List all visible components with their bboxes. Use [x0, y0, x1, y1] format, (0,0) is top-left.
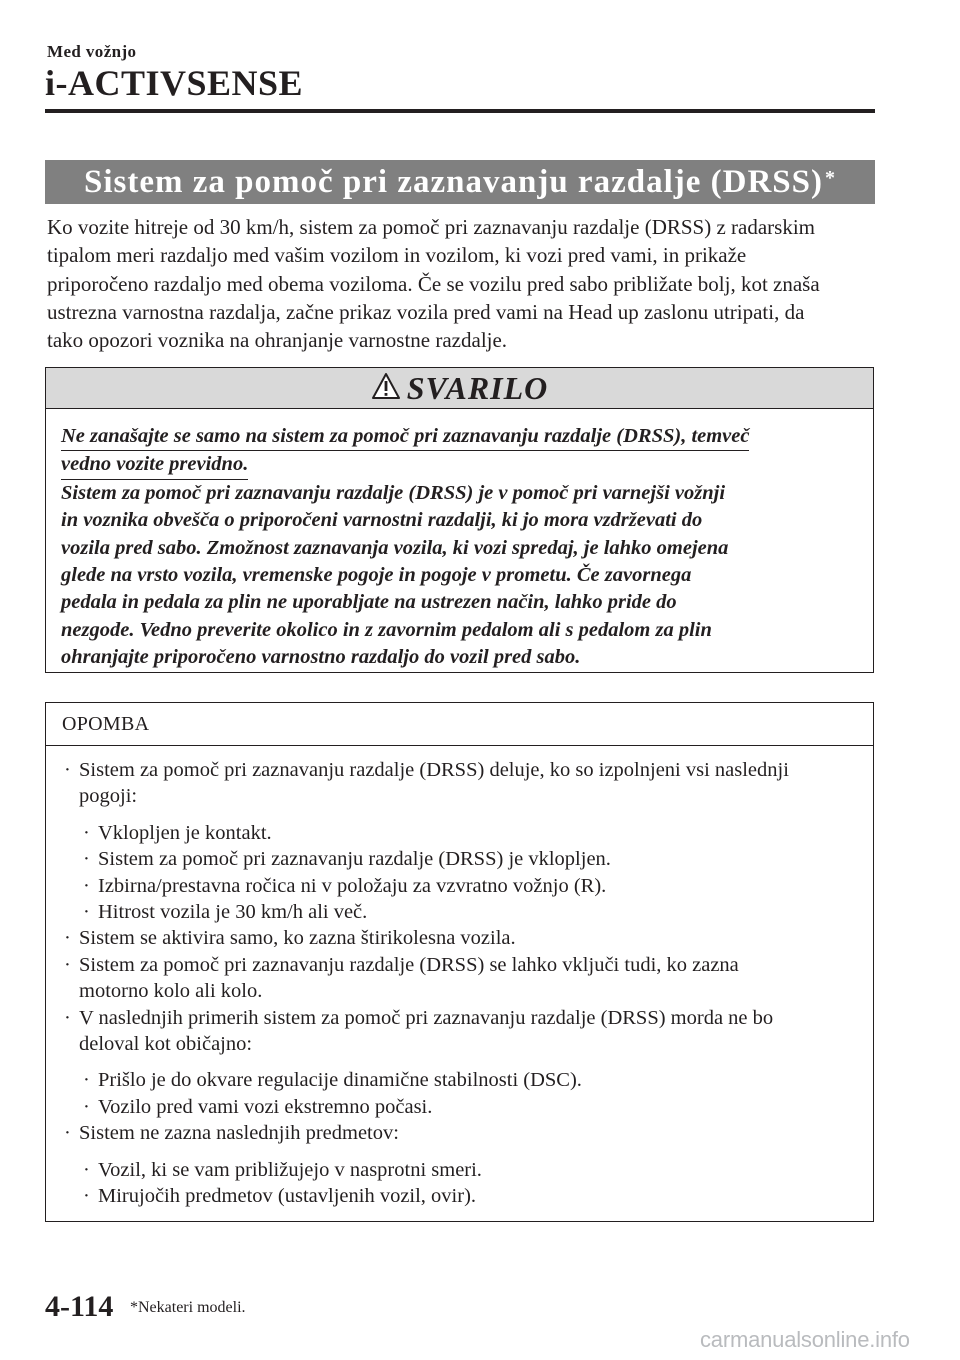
note-item [46, 952, 875, 1005]
warning-header [46, 368, 873, 409]
note-subitem [46, 1067, 875, 1093]
note-subitem [46, 1094, 875, 1120]
bullet-icon: · [83, 1095, 90, 1118]
note-item-line: Sistem za pomoč pri zaznavanju razdalje (DRSS) se lahko vključi tudi, ko zazna [79, 953, 739, 976]
note-subitem [46, 1183, 875, 1209]
note-title: OPOMBA [46, 703, 873, 746]
warning-line: glede na vrsto vozila, vremenske pogoje in pogoje v prometu. Če zavornega [61, 564, 692, 587]
note-item [46, 1120, 875, 1146]
note-item-line: Vklopljen je kontakt. [98, 821, 272, 844]
note-item [46, 1005, 875, 1058]
header-divider [45, 109, 875, 113]
note-item [46, 757, 875, 810]
note-item-line: motorno kolo ali kolo. [79, 980, 263, 1003]
warning-line: Sistem za pomoč pri zaznavanju razdalje (DRSS) je v pomoč pri varnejši vožnji [61, 481, 726, 504]
bullet-icon: · [64, 1122, 71, 1145]
note-item-line: Izbirna/prestavna ročica ni v položaju za vzvratno vožnjo (R). [98, 874, 607, 897]
bullet-icon: · [64, 1006, 71, 1029]
bullet-icon: · [64, 953, 71, 976]
intro-line: tipalom meri razdaljo med vašim vozilom in vozilom, ki vozi pred vami, in prikaže [47, 243, 747, 268]
bullet-icon: · [83, 1069, 90, 1092]
note-subitem [46, 846, 875, 872]
note-item-line: Vozil, ki se vam približujejo v nasprotni smeri. [98, 1158, 482, 1181]
footnote: *Nekateri modeli. [130, 1299, 246, 1316]
note-box [45, 702, 874, 1222]
warning-line: vozila pred sabo. Zmožnost zaznavanja vozila, ki vozi spredaj, je lahko omejena [61, 536, 729, 559]
optional-mark: * [824, 166, 836, 189]
note-item-line: Hitrost vozila je 30 km/h ali več. [98, 901, 368, 924]
note-list [46, 757, 875, 1210]
watermark: carmanualsonline.info [700, 1327, 910, 1352]
bullet-icon: · [83, 874, 90, 897]
note-subitem [46, 899, 875, 925]
note-item-line: Sistem se aktivira samo, ko zazna štirikolesna vozila. [79, 927, 516, 950]
warning-line: vedno vozite previdno. [61, 451, 861, 479]
warning-line: nezgode. Vedno preverite okolico in z zavornim pedalom ali s pedalom za plin [61, 618, 712, 641]
note-subitem [46, 1157, 875, 1183]
warning-box [45, 367, 874, 673]
warning-line: pedala in pedala za plin ne uporabljate na ustrezen način, lahko pride do [61, 591, 677, 614]
note-item-line: V naslednjih primerih sistem za pomoč pri zaznavanju razdalje (DRSS) morda ne bo [79, 1006, 774, 1029]
page-number: 4-114 [45, 1290, 114, 1323]
warning-title: SVARILO [406, 369, 549, 406]
chapter-title: i-ACTIVSENSE [45, 63, 304, 103]
warning-line: ohranjajte priporočeno varnostno razdaljo do vozil pred sabo. [61, 646, 581, 669]
note-subitem [46, 873, 875, 899]
bullet-icon: · [83, 901, 90, 924]
warning-triangle-icon [371, 372, 401, 405]
note-item-line: Mirujočih predmetov (ustavljenih vozil, ovir). [98, 1185, 477, 1208]
intro-line: Ko vozite hitreje od 30 km/h, sistem za pomoč pri zaznavanju razdalje (DRSS) z radarskim [47, 215, 816, 239]
note-item-line: pogoji: [79, 785, 138, 808]
note-subitem [46, 820, 875, 846]
note-item-line: Sistem za pomoč pri zaznavanju razdalje (DRSS) deluje, ko so izpolnjeni vsi naslednji [79, 759, 789, 781]
note-item-line: Vozilo pred vami vozi ekstremno počasi. [98, 1095, 433, 1118]
section-title: Sistem za pomoč pri zaznavanju razdalje (DRSS) [84, 163, 823, 200]
note-item [46, 925, 875, 951]
intro-line: ustrezna varnostna razdalja, začne prikaz vozila pred vami na Head up zaslonu utripati, da [47, 299, 805, 324]
intro-line: priporočeno razdaljo med obema voziloma. Če se vozilu pred sabo približate bolj, kot znaša [47, 271, 820, 296]
bullet-icon: · [83, 1185, 90, 1208]
note-item-line: Sistem ne zazna naslednjih predmetov: [79, 1122, 399, 1145]
bullet-icon: · [83, 1158, 90, 1181]
note-item-line: deloval kot običajno: [79, 1033, 253, 1056]
warning-text [61, 423, 861, 672]
section-label: Med vožnjo [47, 42, 137, 61]
bullet-icon: · [64, 927, 71, 950]
warning-line: Ne zanašajte se samo na sistem za pomoč pri zaznavanju razdalje (DRSS), temveč [61, 423, 861, 451]
note-item-line: Sistem za pomoč pri zaznavanju razdalje (DRSS) je vklopljen. [98, 848, 611, 871]
intro-paragraph [47, 213, 877, 354]
intro-line: tako opozori voznika na ohranjanje varnostne razdalje. [47, 328, 508, 353]
bullet-icon: · [83, 821, 90, 844]
bullet-icon: · [64, 759, 71, 781]
section-title-bar [45, 160, 875, 204]
warning-line: in voznika obvešča o priporočeni varnostni razdalji, ki jo mora vzdrževati do [61, 509, 703, 532]
note-item-line: Prišlo je do okvare regulacije dinamične stabilnosti (DSC). [98, 1069, 582, 1092]
bullet-icon: · [83, 848, 90, 871]
